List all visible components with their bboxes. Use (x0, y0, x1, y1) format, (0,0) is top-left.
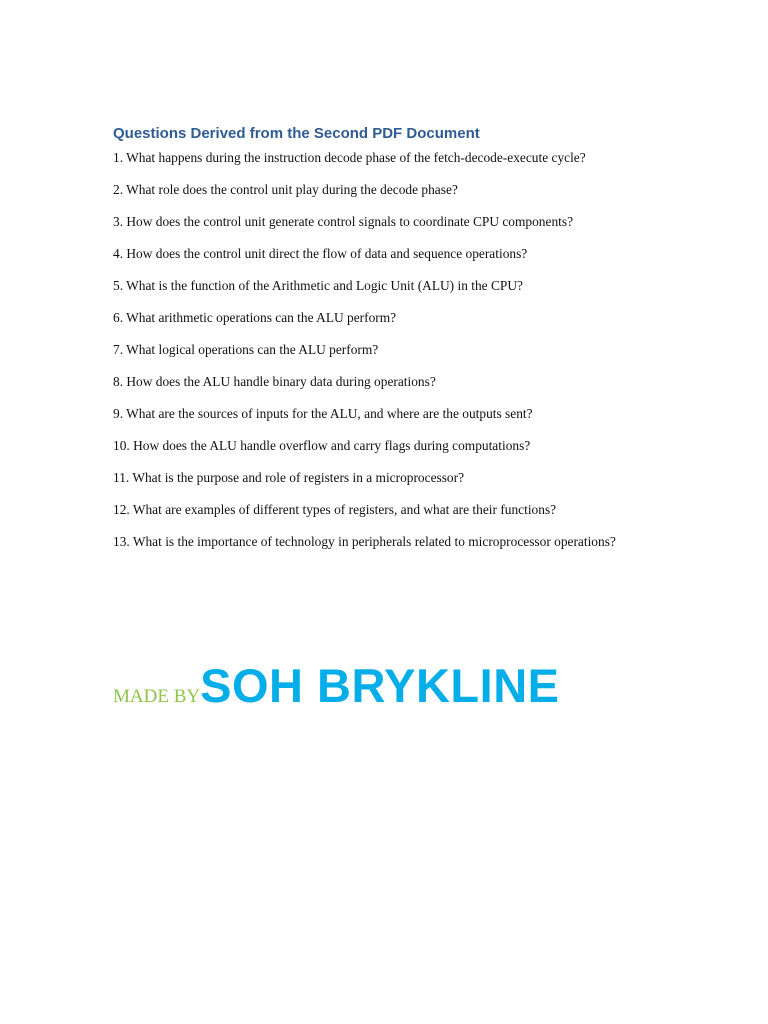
section-heading: Questions Derived from the Second PDF Document (113, 125, 480, 142)
question-item: 12. What are examples of different types of registers, and what are their functions? (113, 502, 557, 517)
made-by-label: MADE BY (113, 686, 201, 707)
question-item: 1. What happens during the instruction decode phase of the fetch-decode-execute cycle? (113, 150, 586, 165)
question-item: 6. What arithmetic operations can the ALU perform? (113, 310, 397, 325)
author-signature (113, 658, 560, 713)
question-item: 3. How does the control unit generate control signals to coordinate CPU components? (113, 214, 574, 229)
question-item: 8. How does the ALU handle binary data during operations? (113, 374, 436, 389)
question-item: 2. What role does the control unit play during the decode phase? (113, 182, 458, 197)
question-item: 4. How does the control unit direct the flow of data and sequence operations? (113, 246, 528, 261)
author-name: SOH BRYKLINE (200, 659, 560, 712)
question-item: 11. What is the purpose and role of registers in a microprocessor? (113, 470, 465, 485)
question-item: 7. What logical operations can the ALU perform? (113, 342, 379, 357)
question-item: 13. What is the importance of technology in peripherals related to microprocessor operations? (113, 534, 616, 549)
question-item: 10. How does the ALU handle overflow and carry flags during computations? (113, 438, 531, 453)
question-item: 9. What are the sources of inputs for the ALU, and where are the outputs sent? (113, 406, 533, 421)
question-item: 5. What is the function of the Arithmetic and Logic Unit (ALU) in the CPU? (113, 278, 523, 293)
question-list (113, 149, 643, 565)
